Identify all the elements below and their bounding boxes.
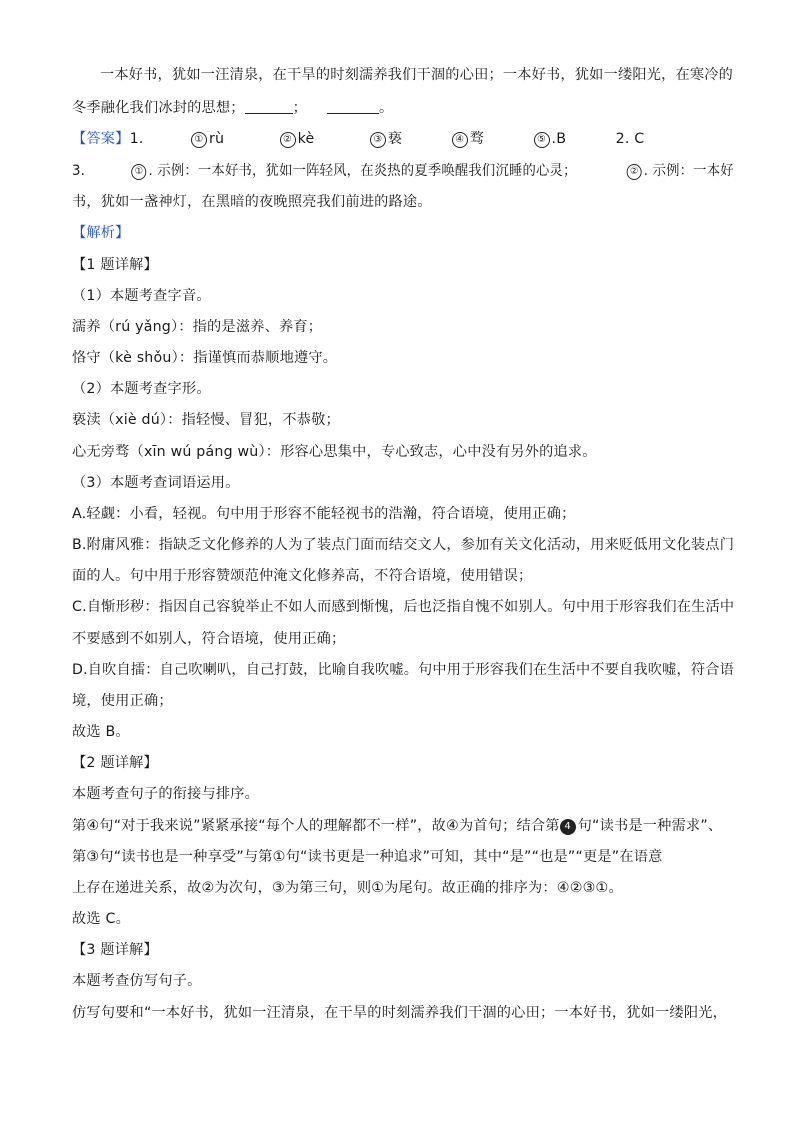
analysis-para: 仿写句要和“一本好书，犹如一汪清泉，在干旱的时刻濡养我们干涸的心田；一本好书，犹如一缕阳光， [72,1005,727,1021]
analysis-para [72,816,722,836]
analysis-label: 【解析】 [72,225,130,241]
analysis-para: B.附庸风雅：指缺乏文化修养的人为了装点门面而结交文人，参加有关文化活动，用来贬低用文化装点门 [72,537,735,553]
answer-item-3: 亵 [387,131,403,147]
analysis-para: 第③句“读书也是一种享受”与第①句“读书更是一种追求”可知，其中“是”“也是”“更是”在语意 [72,849,663,865]
analysis-para: 本题考查仿写句子。 [72,973,202,989]
answer-q2: 2. C [615,131,645,147]
analysis-text: 第④句“对于我来说”紧紧承接“每个人的理解都不一样”，故④为首句；结合第 [72,818,560,834]
fill-blank-2 [327,99,379,114]
answer-q1-number: 1. [129,131,144,147]
answer-label: 【答案】 [72,131,130,147]
analysis-para: 故选 C。 [72,911,130,927]
analysis-para: A.轻觑：小看，轻视。句中用于形容不能轻视书的浩瀚，符合语境，使用正确； [72,506,576,522]
circle-number-4: ④ [452,132,468,148]
analysis-para: 面的人。句中用于形容赞颂范仲淹文化修养高，不符合语境，使用错误； [72,568,533,584]
answer-q3-number: 3. [72,163,86,179]
analysis-para: 不要感到不如别人，符合语境，使用正确； [72,631,346,647]
q1-detail-heading: 【1 题详解】 [72,257,158,273]
analysis-para: （2）本题考查字形。 [72,381,211,397]
passage-line-2 [72,98,393,118]
answer-q3-line-1 [72,161,734,181]
q3-detail-heading: 【3 题详解】 [72,942,158,958]
answer-item-2: kè [297,131,315,147]
answer-line [72,129,644,149]
analysis-para: D.自吹自擂：自己吹喇叭，自己打鼓，比喻自我吹嘘。句中用于形容我们在生活中不要自我吹嘘，符合语 [72,662,734,678]
analysis-text: 句“读书是一种需求”、 [577,818,723,834]
analysis-para: 本题考查句子的衔接与排序。 [72,786,260,802]
circle-number-2: ② [280,132,296,148]
answer-item-4: 骛 [469,131,485,147]
fill-blank-1 [245,99,293,114]
circle-number-q3-2: ② [627,164,642,180]
analysis-para: 恪守（kè shǒu）：指谨慎而恭顺地遵守。 [72,350,338,366]
answer-item-1: rù [208,131,225,147]
circle-number-1: ① [191,132,207,148]
circle-number-3: ③ [370,132,386,148]
analysis-para: 境，使用正确； [72,693,173,709]
passage-separator: ； [292,100,308,116]
analysis-para: 上存在递进关系，故②为次句，③为第三句，则①为尾句。故正确的排序为：④②③①。 [72,880,623,896]
answer-item-5: .B [551,131,567,147]
analysis-para: 濡养（rú yǎng）：指的是滋养、养育； [72,319,323,335]
analysis-para: （1）本题考查字音。 [72,288,211,304]
passage-line-2-text: 冬季融化我们冰封的思想； [72,100,245,116]
answer-q3-example-1: . 示例：一本好书，犹如一阵轻风，在炎热的夏季唤醒我们沉睡的心灵； [148,163,577,179]
circle-number-q3-1: ① [132,164,147,180]
passage-end: 。 [379,100,394,116]
passage-line-1: 一本好书，犹如一汪清泉，在干旱的时刻濡养我们干涸的心田；一本好书，犹如一缕阳光，在寒冷的 [100,67,734,83]
analysis-para: 故选 B。 [72,724,130,740]
circle-number-filled: 4 [560,819,576,835]
q2-detail-heading: 【2 题详解】 [72,755,158,771]
answer-q3-line-2: 书，犹如一盏神灯，在黑暗的夜晚照亮我们前进的路途。 [72,194,432,210]
analysis-para: C.自惭形秽：指因自己容貌举止不如人而感到惭愧，后也泛指自愧不如别人。句中用于形容我们在生活中 [72,599,735,615]
circle-number-5: ⑤ [534,132,550,148]
analysis-para: 亵渎（xiè dú）：指轻慢、冒犯，不恭敬； [72,412,340,428]
analysis-para: 心无旁骛（xīn wú páng wù）：形容心思集中，专心致志，心中没有另外的追求。 [72,444,597,460]
answer-q3-example-2: . 示例：一本好 [643,163,734,179]
analysis-para: （3）本题考查词语运用。 [72,475,240,491]
